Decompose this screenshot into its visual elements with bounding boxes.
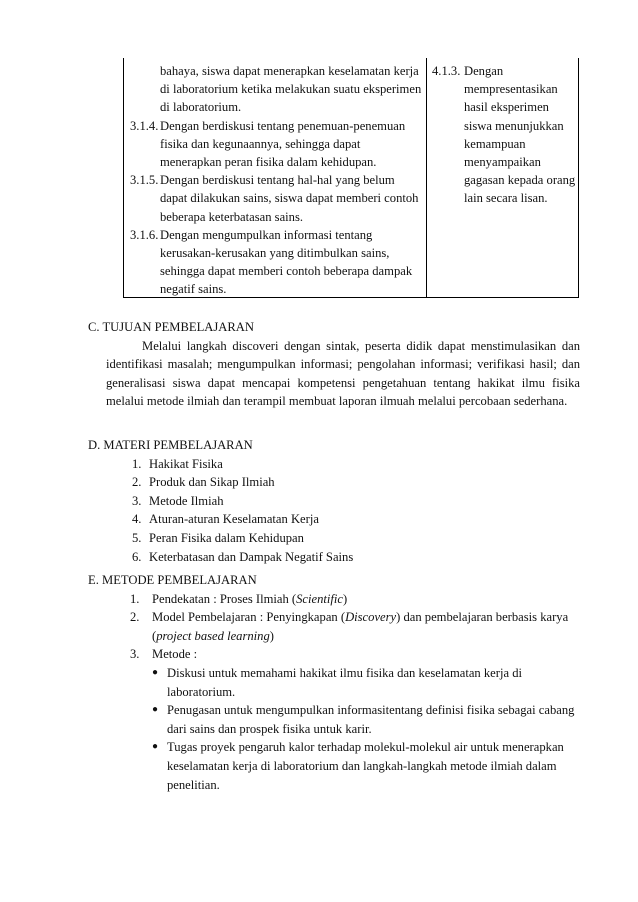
list-item bbox=[88, 645, 588, 664]
item-italic: Scientific bbox=[296, 591, 343, 606]
table-item bbox=[130, 117, 422, 172]
section-metode bbox=[88, 571, 588, 794]
item-number: 1. bbox=[132, 456, 142, 471]
section-heading: C. TUJUAN PEMBELAJARAN bbox=[88, 320, 254, 334]
list-item bbox=[88, 473, 588, 492]
item-text: Dengan mempresentasikan hasil eksperimen siswa menunjukkan kemampuan menyampaikan gagasan kepada orang lain secara lisan. bbox=[464, 64, 576, 206]
section-tujuan bbox=[88, 318, 588, 411]
item-number: 2. bbox=[132, 475, 142, 490]
item-text: Aturan-aturan Keselamatan Kerja bbox=[149, 512, 319, 527]
bullet-text: Diskusi untuk memahami hakikat ilmu fisika dan keselamatan kerja di laboratorium. bbox=[167, 665, 522, 699]
item-text: Hakikat Fisika bbox=[149, 456, 223, 471]
item-number: 4. bbox=[132, 512, 142, 527]
item-text-after: ) bbox=[269, 628, 274, 643]
bullet-icon: ● bbox=[152, 741, 159, 753]
list-item bbox=[88, 548, 588, 567]
metode-list bbox=[88, 590, 588, 664]
tujuan-paragraph bbox=[106, 337, 580, 411]
item-text: Pendekatan : Proses Ilmiah ( bbox=[152, 591, 297, 606]
item-text: Keterbatasan dan Dampak Negatif Sains bbox=[149, 549, 354, 564]
list-item bbox=[88, 529, 588, 548]
section-materi bbox=[88, 436, 588, 566]
bullet-icon: ● bbox=[152, 666, 159, 678]
item-text-after: ) bbox=[342, 591, 348, 606]
table-item bbox=[130, 226, 422, 299]
item-number: 2. bbox=[130, 610, 140, 625]
item-text: Peran Fisika dalam Kehidupan bbox=[149, 530, 304, 545]
item-text: Dengan berdiskusi tentang hal-hal yang belum dapat dilakukan sains, siswa dapat memberi contoh beberapa keterbatasan sains. bbox=[160, 173, 419, 224]
item-text-mid: ) dan pembelajaran berbasis karya ( bbox=[152, 610, 569, 643]
item-text: Dengan mengumpulkan informasi tentang kerusakan-kerusakan yang ditimbulkan sains, sehingga dapat memberi contoh beberapa dampak negatif sains. bbox=[160, 227, 413, 297]
item-number: 3.1.4. bbox=[130, 118, 159, 133]
table-left-column bbox=[130, 62, 422, 299]
table-divider bbox=[426, 58, 427, 297]
item-italic-2: project based learning bbox=[156, 628, 270, 643]
list-item bbox=[88, 510, 588, 529]
bullet-icon: ● bbox=[152, 704, 159, 716]
table-item bbox=[432, 62, 578, 208]
item-number: 3. bbox=[132, 493, 142, 508]
section-heading: E. METODE PEMBELAJARAN bbox=[88, 573, 257, 587]
metode-bullets bbox=[88, 664, 588, 794]
section-heading: D. MATERI PEMBELAJARAN bbox=[88, 438, 253, 452]
table-item bbox=[130, 171, 422, 226]
item-number: 5. bbox=[132, 530, 142, 545]
item-number: 4.1.3. bbox=[432, 64, 461, 78]
bullet-item bbox=[88, 738, 588, 794]
paragraph-text: Melalui langkah discoveri dengan sintak, peserta didik dapat menstimulasikan dan identifikasi masalah; mengumpulkan informasi; pengolahan informasi; verifikasi hasil; dan generalisasi siswa dapat mencapai kompetensi pengetahuan tentang hakikat ilmu fisika melalui metode ilmiah dan terampil membuat laporan ilmuah melalui percobaan sederhana. bbox=[106, 338, 580, 409]
item-number: 3.1.5. bbox=[130, 173, 159, 188]
item-number: 6. bbox=[132, 549, 142, 564]
bullet-item bbox=[88, 701, 588, 738]
item-number: 1. bbox=[130, 591, 140, 606]
item-text: Produk dan Sikap Ilmiah bbox=[149, 475, 275, 490]
item-text: bahaya, siswa dapat menerapkan keselamatan kerja di laboratorium ketika melakukan suatu eksperimen di laboratorium. bbox=[160, 64, 422, 115]
table-item bbox=[130, 62, 422, 117]
bullet-text: Penugasan untuk mengumpulkan informasitentang definisi fisika sebagai cabang dari sains dan prospek fisika untuk karir. bbox=[167, 703, 575, 736]
item-italic: Discovery bbox=[345, 610, 397, 625]
list-item bbox=[88, 608, 588, 645]
list-item bbox=[88, 590, 588, 609]
list-item bbox=[88, 455, 588, 474]
bullet-item bbox=[88, 664, 588, 701]
bullet-text: Tugas proyek pengaruh kalor terhadap molekul-molekul air untuk menerapkan keselamatan kerja di laboratorium dan langkah-langkah metode ilmiah dalam penelitian. bbox=[167, 740, 564, 792]
list-item bbox=[88, 492, 588, 511]
indicator-table bbox=[123, 58, 579, 298]
materi-list bbox=[88, 455, 588, 567]
item-text: Metode : bbox=[152, 647, 198, 662]
item-number: 3. bbox=[130, 647, 140, 662]
item-text: Metode Ilmiah bbox=[149, 493, 224, 508]
item-text: Model Pembelajaran : Penyingkapan ( bbox=[152, 610, 346, 625]
item-text: Dengan berdiskusi tentang penemuan-penemuan fisika dan kegunaannya, sehingga dapat menerapkan peran fisika dalam kehidupan. bbox=[160, 118, 406, 170]
table-right-column bbox=[432, 62, 578, 208]
item-number: 3.1.6. bbox=[130, 227, 159, 242]
